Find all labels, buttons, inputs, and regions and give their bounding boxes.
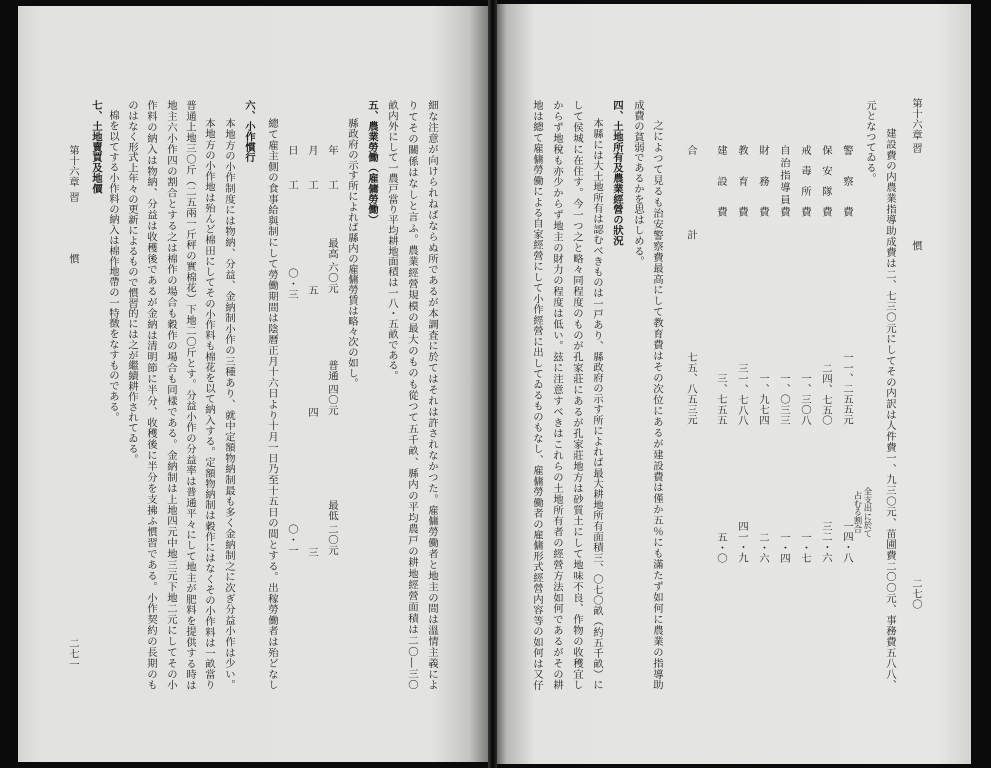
table-header-share: 占むる割合 bbox=[853, 491, 863, 533]
section-heading: 六、小作慣行 bbox=[243, 100, 255, 163]
paragraph-line: 作料の納入は物納、分益は收穫後であるが金納は清明節に半分、收穫後に半分を支拂ふ慣習である。小作契約の長期のも bbox=[145, 100, 157, 690]
table-row-item: 財務費 bbox=[757, 145, 769, 217]
table-row-share: 二・六 bbox=[757, 531, 769, 563]
paragraph-line: 畝内外にして一農戸當り平均耕地面積は一八・五畝である。 bbox=[386, 100, 398, 381]
paragraph-line: りてその關係はなしと言ふ。農業經營規模の最大のものも從つて五千畝、縣内の平均農戸の耕地經營面積は二〇―三〇 bbox=[406, 100, 418, 690]
wage-header-high: 最高 bbox=[326, 238, 338, 259]
wage-value: 〇・一 bbox=[286, 524, 298, 556]
paragraph-line: して侯城に在住す。今一つ之と略々同程度のものが孔家莊にあるが孔家莊地方は砂質土にして地味不良、作物の收穫宜し bbox=[571, 100, 583, 690]
left-running-head-title: 習慣 bbox=[67, 192, 79, 264]
wage-value: 四〇元 bbox=[326, 384, 338, 416]
paragraph-line: のはなく形式上年々の更新によるもので慣習的には之が繼續耕作されてゐる。 bbox=[126, 100, 138, 464]
wage-value: 〇・三 bbox=[286, 268, 298, 300]
wage-value: 二〇元 bbox=[326, 524, 338, 556]
paragraph-line: 本縣には大土地所有は認むべきものは一戸あり、縣政府の示す所によれば最大耕地所有面積三、〇七〇畝（約五千畝）に bbox=[591, 118, 603, 690]
table-row-item: 警察費 bbox=[841, 145, 853, 217]
paragraph-line: 本地方の小作制度には物納、分益、金納制小作の三種あり、就中定額物納制最も多く金納制之に次ぎ分益小作は少い。 bbox=[223, 118, 235, 690]
paragraph-line: 總て雇主側の食事給與制にして勞働期間は陰曆正月十六日より十月一日乃至十五日の間とする。出稼勞働者は殆どなし bbox=[266, 118, 278, 690]
paragraph-line: 地主六小作四の割合とする之は棉作の場合も穀作の場合も同樣である。金納制は上地四元中地三元下地二元にしてその小 bbox=[165, 100, 177, 690]
section-heading: 七、土地賣買及地價 bbox=[90, 100, 102, 194]
table-row-amount: 二四、七五〇 bbox=[820, 362, 832, 425]
wage-header-low: 最低 bbox=[326, 500, 338, 521]
wage-value: 四 bbox=[306, 407, 318, 418]
paragraph-line: 成費の貧弱であるかを思はしめる。 bbox=[632, 100, 644, 267]
table-row-amount: 一、三〇八 bbox=[799, 373, 811, 425]
left-page-number: 二七一 bbox=[67, 638, 79, 670]
book-gutter bbox=[488, 0, 497, 768]
wage-row-label: 日工 bbox=[286, 145, 298, 190]
table-row-item: 建設費 bbox=[715, 145, 727, 217]
table-row-item: 自治指導員費 bbox=[778, 145, 790, 217]
table-row-amount: 三一、七八八 bbox=[736, 362, 748, 425]
right-running-head-chapter: 第十六章 bbox=[910, 98, 922, 140]
paragraph-line: 細な注意が向けられねばならぬ所であるが本調査に於てはそれは許されなかつた。雇傭勞働者と地主の間は溫情主義によ bbox=[426, 100, 438, 690]
paragraph-line: 普通上地三〇斤（二五兩一斤秤の實棉花）下地二〇斤とす。分益小作の分益率は普通平々にして地主が肥料を提供する時は bbox=[184, 100, 196, 690]
paragraph-line: からず地稅も亦少からず地主の財力の程度は低い。玆に注意すべきはこれらの土地所有者の經營方法如何であるがその耕 bbox=[551, 100, 563, 690]
section-heading: 四、土地所有及農業經營の狀況 bbox=[611, 100, 623, 246]
table-row-share: 一・四 bbox=[778, 531, 790, 563]
left-running-head-chapter: 第十六章 bbox=[67, 145, 79, 187]
paragraph-line: 元となつてゐる。 bbox=[864, 100, 876, 184]
table-row-item: 教育費 bbox=[736, 145, 748, 217]
wage-value: 六〇元 bbox=[326, 262, 338, 294]
right-page-number: 二七〇 bbox=[910, 578, 922, 610]
paragraph-line: 之によつて見るも治安警察費最高にして教育費はその次位にあるが建設費は僅か五％にも滿たず如何に農業の指導助 bbox=[651, 120, 663, 690]
paragraph-line: 建設費の内農業指導助成費は二、七三〇元にしてその内訳は人件費一、九三〇元、苗圃費二〇〇元、事務費五八八、 bbox=[884, 128, 896, 690]
table-row-amount: 三、七五五 bbox=[715, 373, 727, 425]
section-heading: 五、農業勞働（雇傭勞働） bbox=[366, 100, 378, 225]
right-running-head-title: 習慣 bbox=[910, 143, 922, 251]
wage-value: 五 bbox=[306, 285, 318, 296]
paragraph-line: 棉を以てする小作料の納入は棉作地帶の一特徴をなすものである。 bbox=[107, 110, 119, 422]
table-row-item: 保安隊費 bbox=[820, 145, 832, 217]
table-row-share: 四一・九 bbox=[736, 521, 748, 563]
table-row-share: 三二・六 bbox=[820, 521, 832, 563]
wage-row-label: 年工 bbox=[326, 145, 338, 190]
paragraph-line: 縣政府の示す所によれば縣内の雇傭勞賃は略々次の如し。 bbox=[346, 118, 358, 389]
table-row-share: 一四・八 bbox=[841, 521, 853, 563]
table-row-amount: 一、九七四 bbox=[757, 373, 769, 425]
table-row-item: 戒毒所費 bbox=[799, 145, 811, 217]
table-total-amount: 七五、八五三元 bbox=[685, 352, 697, 425]
table-header-share: 全支出に於て bbox=[863, 487, 873, 538]
right-page bbox=[497, 4, 971, 764]
paragraph-line: 地は總て雇傭勞働による自家經營にして小作經營に出してゐるものもなし、雇傭勞働者の雇傭形式經營内容等の如何は又仔 bbox=[531, 100, 543, 690]
table-row-share: 五・〇 bbox=[715, 531, 727, 563]
paragraph-line: 本地方の小作地は殆んど棉田にしてその小作料も棉花を以て納入する。定額物納制は穀作にはなくその小作料は一畝當り bbox=[203, 118, 215, 690]
wage-header-normal: 普通 bbox=[326, 360, 338, 381]
table-row-amount: 一一、二五五元 bbox=[841, 352, 853, 425]
table-row-amount: 一、〇三三 bbox=[778, 373, 790, 425]
wage-row-label: 月工 bbox=[306, 145, 318, 190]
wage-value: 三 bbox=[306, 547, 318, 558]
table-row-share: 一・七 bbox=[799, 531, 811, 563]
table-total-label: 合計 bbox=[685, 145, 697, 240]
